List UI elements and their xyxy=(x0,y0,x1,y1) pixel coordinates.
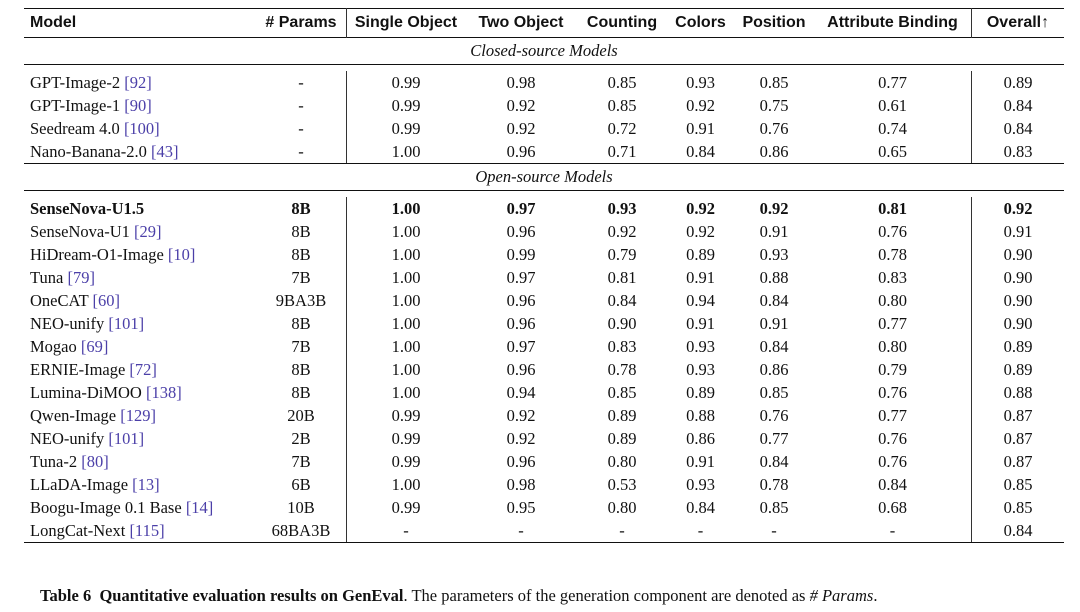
single-object-cell: 0.99 xyxy=(391,119,421,138)
model-cell xyxy=(24,358,256,381)
citation-ref: [101] xyxy=(108,314,145,333)
colors-cell: 0.89 xyxy=(686,245,715,264)
model-name: ERNIE-Image xyxy=(30,360,126,379)
citation-ref: [90] xyxy=(124,96,152,115)
single-object-cell: 0.99 xyxy=(391,406,421,425)
colors-cell: 0.91 xyxy=(686,268,715,287)
counting-cell: 0.79 xyxy=(607,245,637,264)
table-row xyxy=(24,71,1064,94)
single-object-cell: 1.00 xyxy=(391,360,421,379)
colors-cell: 0.93 xyxy=(686,475,715,494)
overall-cell: 0.90 xyxy=(1003,291,1033,310)
citation-ref: [101] xyxy=(108,429,145,448)
citation-ref: [79] xyxy=(67,268,95,287)
header-overall: Overall↑ xyxy=(986,14,1050,31)
header-single-object: Single Object xyxy=(354,14,458,31)
citation-ref: [100] xyxy=(123,119,160,138)
header-colors: Colors xyxy=(675,14,726,31)
overall-cell: 0.87 xyxy=(1003,452,1033,471)
table-row xyxy=(24,94,1064,117)
model-name: Nano-Banana-2.0 xyxy=(30,142,147,161)
params-cell: - xyxy=(256,117,347,140)
section-title: Closed-source Models xyxy=(24,38,1064,65)
two-object-cell: 0.95 xyxy=(506,498,536,517)
two-object-cell: 0.92 xyxy=(506,429,536,448)
model-cell xyxy=(24,473,256,496)
model-cell xyxy=(24,381,256,404)
counting-cell: 0.92 xyxy=(607,222,637,241)
params-cell: 7B xyxy=(256,335,347,358)
citation-ref: [72] xyxy=(129,360,157,379)
overall-cell: 0.85 xyxy=(1003,475,1033,494)
table-row xyxy=(24,140,1064,164)
single-object-cell: 1.00 xyxy=(347,140,466,164)
two-object-cell: 0.98 xyxy=(506,475,536,494)
position-cell: 0.84 xyxy=(759,452,789,471)
attribute-binding-cell: 0.76 xyxy=(814,381,972,404)
model-cell xyxy=(24,335,256,358)
position-cell: 0.75 xyxy=(759,96,789,115)
citation-ref: [115] xyxy=(129,521,165,540)
model-name: SenseNova-U1 xyxy=(30,222,130,241)
attribute-binding-cell: 0.77 xyxy=(814,312,972,335)
header-model: Model xyxy=(30,14,77,31)
model-cell xyxy=(24,71,256,94)
overall-cell: 0.90 xyxy=(1003,314,1033,333)
single-object-cell: 1.00 xyxy=(391,383,421,402)
two-object-cell: 0.97 xyxy=(506,337,536,356)
colors-cell: 0.92 xyxy=(686,222,715,241)
section-row xyxy=(24,38,1064,65)
overall-cell: 0.90 xyxy=(1003,268,1033,287)
model-cell xyxy=(24,140,256,164)
table-row xyxy=(24,404,1064,427)
results-table xyxy=(24,8,1064,543)
params-cell: 20B xyxy=(256,404,347,427)
counting-cell: 0.93 xyxy=(607,199,637,218)
model-name: HiDream-O1-Image xyxy=(30,245,164,264)
table-row xyxy=(24,243,1064,266)
single-object-cell: 0.99 xyxy=(391,429,421,448)
attribute-binding-cell: 0.74 xyxy=(814,117,972,140)
position-cell: 0.76 xyxy=(759,119,789,138)
header-counting: Counting xyxy=(586,14,658,31)
caption-params: # Params xyxy=(809,586,874,605)
params-cell: 2B xyxy=(256,427,347,450)
header-two-object: Two Object xyxy=(478,14,564,31)
citation-ref: [138] xyxy=(145,383,182,402)
model-cell xyxy=(24,519,256,543)
counting-cell: 0.72 xyxy=(607,119,637,138)
model-name: SenseNova-U1.5 xyxy=(30,199,145,218)
caption-text-before: . The parameters of the generation component are denoted as xyxy=(403,586,810,605)
model-name: NEO-unify xyxy=(30,429,105,448)
two-object-cell: 0.96 xyxy=(506,291,536,310)
model-cell xyxy=(24,404,256,427)
overall-cell: 0.90 xyxy=(1003,245,1033,264)
params-cell: 8B xyxy=(256,312,347,335)
two-object-cell: 0.99 xyxy=(506,245,536,264)
overall-cell: 0.84 xyxy=(1003,119,1033,138)
model-name: GPT-Image-2 xyxy=(30,73,121,92)
position-cell: 0.91 xyxy=(759,314,789,333)
colors-cell: 0.92 xyxy=(686,96,715,115)
attribute-binding-cell: 0.83 xyxy=(814,266,972,289)
model-cell xyxy=(24,266,256,289)
counting-cell: 0.78 xyxy=(607,360,637,379)
model-cell xyxy=(24,197,256,220)
single-object-cell: 1.00 xyxy=(391,222,421,241)
position-cell: 0.86 xyxy=(734,140,814,164)
single-object-cell: 1.00 xyxy=(391,314,421,333)
params-cell: 7B xyxy=(256,450,347,473)
params-cell: 8B xyxy=(256,243,347,266)
two-object-cell: 0.97 xyxy=(506,268,536,287)
params-cell: 9BA3B xyxy=(256,289,347,312)
params-cell: 8B xyxy=(256,381,347,404)
model-name: Qwen-Image xyxy=(30,406,117,425)
two-object-cell: 0.97 xyxy=(506,199,536,218)
header-position: Position xyxy=(742,14,806,31)
header-params: # Params xyxy=(256,9,347,38)
table-row xyxy=(24,312,1064,335)
citation-ref: [129] xyxy=(120,406,157,425)
counting-cell: 0.89 xyxy=(607,429,637,448)
colors-cell: 0.84 xyxy=(667,140,734,164)
citation-ref: [10] xyxy=(167,245,196,264)
two-object-cell: - xyxy=(465,519,577,543)
position-cell: 0.88 xyxy=(759,268,789,287)
attribute-binding-cell: 0.81 xyxy=(814,197,972,220)
single-object-cell: 1.00 xyxy=(391,291,421,310)
citation-ref: [80] xyxy=(81,452,109,471)
overall-cell: 0.83 xyxy=(972,140,1065,164)
model-name: Seedream 4.0 xyxy=(30,119,120,138)
single-object-cell: 0.99 xyxy=(391,96,421,115)
model-name: Boogu-Image 0.1 Base xyxy=(30,498,182,517)
table-row xyxy=(24,266,1064,289)
position-cell: - xyxy=(734,519,814,543)
attribute-binding-cell: 0.79 xyxy=(814,358,972,381)
counting-cell: 0.53 xyxy=(607,475,637,494)
model-name: Lumina-DiMOO xyxy=(30,383,142,402)
overall-cell: 0.89 xyxy=(1003,337,1033,356)
table-row xyxy=(24,427,1064,450)
citation-ref: [43] xyxy=(150,142,179,161)
single-object-cell: - xyxy=(347,519,466,543)
two-object-cell: 0.94 xyxy=(506,383,536,402)
colors-cell: 0.93 xyxy=(686,73,715,92)
two-object-cell: 0.96 xyxy=(506,452,536,471)
params-cell: - xyxy=(256,94,347,117)
params-cell: 6B xyxy=(256,473,347,496)
table-row xyxy=(24,335,1064,358)
counting-cell: 0.80 xyxy=(607,452,637,471)
single-object-cell: 1.00 xyxy=(391,268,421,287)
model-name: LongCat-Next xyxy=(30,521,126,540)
table-row xyxy=(24,197,1064,220)
params-cell: - xyxy=(256,140,347,164)
overall-cell: 0.84 xyxy=(1003,96,1033,115)
model-name: NEO-unify xyxy=(30,314,105,333)
model-cell xyxy=(24,312,256,335)
params-cell: - xyxy=(256,71,347,94)
colors-cell: 0.86 xyxy=(686,429,715,448)
two-object-cell: 0.92 xyxy=(506,119,536,138)
model-name: Tuna-2 xyxy=(30,452,78,471)
model-cell xyxy=(24,94,256,117)
table-row xyxy=(24,473,1064,496)
caption-text-after: . xyxy=(873,586,878,605)
params-cell: 7B xyxy=(256,266,347,289)
citation-ref: [13] xyxy=(132,475,160,494)
model-cell xyxy=(24,117,256,140)
attribute-binding-cell: 0.77 xyxy=(814,404,972,427)
two-object-cell: 0.96 xyxy=(506,222,536,241)
position-cell: 0.84 xyxy=(759,291,789,310)
counting-cell: - xyxy=(577,519,667,543)
colors-cell: 0.91 xyxy=(686,314,715,333)
model-name: LLaDA-Image xyxy=(30,475,129,494)
overall-cell: 0.85 xyxy=(1003,498,1033,517)
position-cell: 0.85 xyxy=(759,383,789,402)
attribute-binding-cell: - xyxy=(814,519,972,543)
params-cell: 10B xyxy=(256,496,347,519)
params-cell: 8B xyxy=(256,197,347,220)
counting-cell: 0.71 xyxy=(577,140,667,164)
model-name: OneCAT xyxy=(30,291,89,310)
counting-cell: 0.85 xyxy=(607,73,637,92)
attribute-binding-cell: 0.84 xyxy=(814,473,972,496)
two-object-cell: 0.96 xyxy=(506,360,536,379)
model-cell xyxy=(24,289,256,312)
counting-cell: 0.85 xyxy=(607,383,637,402)
table-row xyxy=(24,381,1064,404)
attribute-binding-cell: 0.65 xyxy=(814,140,972,164)
counting-cell: 0.89 xyxy=(607,406,637,425)
colors-cell: 0.84 xyxy=(686,498,715,517)
model-cell xyxy=(24,427,256,450)
attribute-binding-cell: 0.68 xyxy=(814,496,972,519)
attribute-binding-cell: 0.78 xyxy=(814,243,972,266)
overall-cell: 0.92 xyxy=(1003,199,1033,218)
colors-cell: 0.91 xyxy=(686,452,715,471)
colors-cell: 0.88 xyxy=(686,406,715,425)
attribute-binding-cell: 0.61 xyxy=(814,94,972,117)
position-cell: 0.85 xyxy=(759,498,789,517)
position-cell: 0.77 xyxy=(759,429,789,448)
model-name: Mogao xyxy=(30,337,77,356)
table-row xyxy=(24,117,1064,140)
table-row xyxy=(24,496,1064,519)
model-name: Tuna xyxy=(30,268,64,287)
counting-cell: 0.84 xyxy=(607,291,637,310)
section-title: Open-source Models xyxy=(24,164,1064,191)
single-object-cell: 1.00 xyxy=(391,245,421,264)
counting-cell: 0.81 xyxy=(607,268,637,287)
attribute-binding-cell: 0.80 xyxy=(814,289,972,312)
counting-cell: 0.90 xyxy=(607,314,637,333)
single-object-cell: 1.00 xyxy=(391,337,421,356)
attribute-binding-cell: 0.80 xyxy=(814,335,972,358)
position-cell: 0.78 xyxy=(759,475,789,494)
table-body xyxy=(24,38,1064,543)
overall-cell: 0.87 xyxy=(1003,406,1033,425)
overall-cell: 0.88 xyxy=(1003,383,1033,402)
model-cell xyxy=(24,450,256,473)
table-row xyxy=(24,220,1064,243)
caption-label: Table 6 xyxy=(40,586,92,605)
two-object-cell: 0.98 xyxy=(506,73,536,92)
model-cell xyxy=(24,243,256,266)
single-object-cell: 1.00 xyxy=(391,475,421,494)
table-row xyxy=(24,450,1064,473)
colors-cell: 0.89 xyxy=(686,383,715,402)
params-cell: 8B xyxy=(256,220,347,243)
single-object-cell: 1.00 xyxy=(391,199,421,218)
citation-ref: [92] xyxy=(124,73,152,92)
citation-ref: [29] xyxy=(134,222,162,241)
overall-cell: 0.84 xyxy=(972,519,1065,543)
header-row xyxy=(24,9,1064,38)
citation-ref: [60] xyxy=(92,291,120,310)
params-cell: 8B xyxy=(256,358,347,381)
model-name: GPT-Image-1 xyxy=(30,96,121,115)
counting-cell: 0.83 xyxy=(607,337,637,356)
caption-title: Quantitative evaluation results on GenEval xyxy=(99,586,404,605)
colors-cell: 0.93 xyxy=(686,360,715,379)
two-object-cell: 0.92 xyxy=(506,406,536,425)
two-object-cell: 0.92 xyxy=(506,96,536,115)
colors-cell: - xyxy=(667,519,734,543)
section-row xyxy=(24,164,1064,191)
position-cell: 0.76 xyxy=(759,406,789,425)
colors-cell: 0.93 xyxy=(686,337,715,356)
overall-cell: 0.89 xyxy=(1003,360,1033,379)
header-attribute-binding: Attribute Binding xyxy=(814,9,972,38)
two-object-cell: 0.96 xyxy=(506,314,536,333)
counting-cell: 0.80 xyxy=(607,498,637,517)
colors-cell: 0.94 xyxy=(686,291,715,310)
colors-cell: 0.91 xyxy=(686,119,715,138)
table-row xyxy=(24,289,1064,312)
table-header xyxy=(24,9,1064,38)
position-cell: 0.86 xyxy=(759,360,789,379)
attribute-binding-cell: 0.77 xyxy=(814,71,972,94)
single-object-cell: 0.99 xyxy=(391,73,421,92)
citation-ref: [14] xyxy=(185,498,214,517)
position-cell: 0.92 xyxy=(759,199,789,218)
position-cell: 0.91 xyxy=(759,222,789,241)
position-cell: 0.85 xyxy=(759,73,789,92)
table-row xyxy=(24,358,1064,381)
position-cell: 0.84 xyxy=(759,337,789,356)
table-row xyxy=(24,519,1064,543)
overall-cell: 0.87 xyxy=(1003,429,1033,448)
single-object-cell: 0.99 xyxy=(391,452,421,471)
model-cell xyxy=(24,496,256,519)
attribute-binding-cell: 0.76 xyxy=(814,220,972,243)
colors-cell: 0.92 xyxy=(686,199,715,218)
attribute-binding-cell: 0.76 xyxy=(814,427,972,450)
position-cell: 0.93 xyxy=(759,245,789,264)
overall-cell: 0.91 xyxy=(1003,222,1033,241)
counting-cell: 0.85 xyxy=(607,96,637,115)
attribute-binding-cell: 0.76 xyxy=(814,450,972,473)
table-caption xyxy=(40,586,877,606)
params-cell: 68BA3B xyxy=(256,519,347,543)
model-cell xyxy=(24,220,256,243)
single-object-cell: 0.99 xyxy=(391,498,421,517)
two-object-cell: 0.96 xyxy=(465,140,577,164)
citation-ref: [69] xyxy=(80,337,109,356)
overall-cell: 0.89 xyxy=(1003,73,1033,92)
